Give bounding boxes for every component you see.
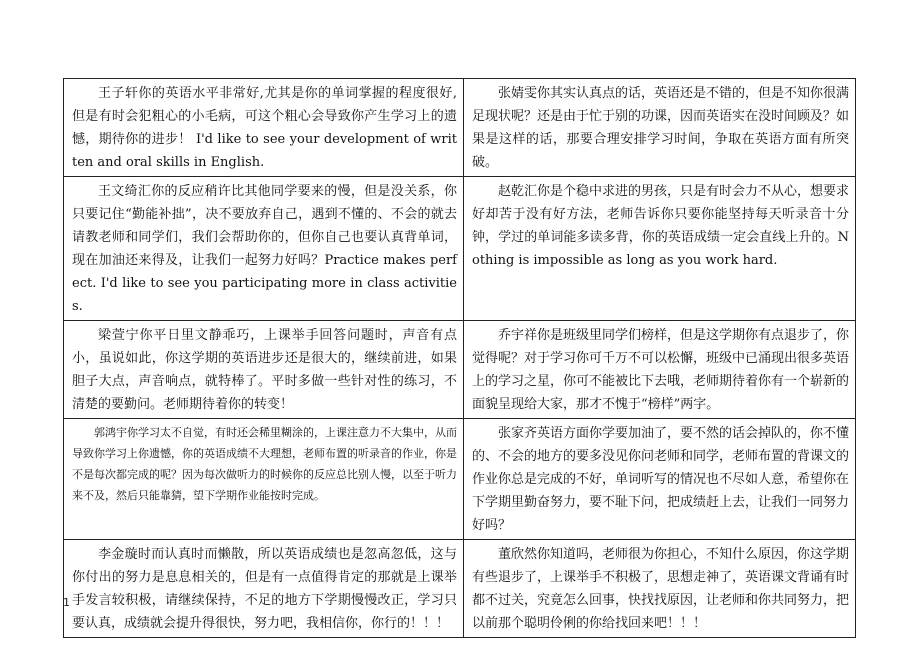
comment-cell	[64, 177, 464, 321]
table-row	[64, 177, 856, 321]
comment-cell	[464, 321, 856, 419]
comment-cell	[64, 540, 464, 638]
table-row	[64, 540, 856, 638]
table-row	[64, 321, 856, 419]
comment-text: 董欣然你知道吗，老师很为你担心，不知什么原因，你这学期有些退步了，上课举手不积极了，思想走神了，英语课文背诵有时都不过关，究竟怎么回事，快找找原因，让老师和你共同努力，把以前那个聪明伶俐的你给找回来吧！！！	[472, 547, 850, 631]
comment-cell	[64, 321, 464, 419]
comments-table	[63, 78, 856, 638]
comment-text: 乔宇祥你是班级里同学们榜样，但是这学期你有点退步了，你觉得呢？对于学习你可千万不可以松懈，班级中已涌现出很多英语上的学习之星，你可不能被比下去哦，老师期待着你有一个崭新的面貌呈现给大家，那才不愧于“榜样”两字。	[472, 328, 850, 412]
table-row	[64, 419, 856, 540]
comment-text: 王子轩你的英语水平非常好,尤其是你的单词掌握的程度很好,但是有时会犯粗心的小毛病，可这个粗心会导致你产生学习上的遗憾，期待你的进步！ I'd like to see your development of written and oral skills in English.	[72, 86, 457, 170]
comment-cell	[64, 79, 464, 177]
page-number: 1	[63, 596, 70, 609]
comment-text: 梁萱宁你平日里文静乖巧，上课举手回答问题时，声音有点小，虽说如此，你这学期的英语进步还是很大的，继续前进，如果胆子大点，声音响点，就特棒了。平时多做一些针对性的练习，不清楚的要勤问。老师期待着你的转变！	[72, 328, 457, 412]
comment-cell	[464, 79, 856, 177]
table-row	[64, 79, 856, 177]
comment-text: 张婧雯你其实认真点的话，英语还是不错的，但是不知你很满足现状呢？还是由于忙于别的功课，因而英语实在没时间顾及？如果是这样的话，那要合理安排学习时间，争取在英语方面有所突破。	[472, 86, 850, 170]
comment-text: 赵乾汇你是个稳中求进的男孩，只是有时会力不从心，想要求好却苦于没有好方法，老师告诉你只要你能坚持每天听录音十分钟，学过的单词能多读多背，你的英语成绩一定会直线上升的。Nothing is impossible as long as you work hard.	[472, 184, 850, 268]
comment-cell	[464, 177, 856, 321]
comment-cell	[464, 540, 856, 638]
comment-text: 张家齐英语方面你学要加油了，要不然的话会掉队的，你不懂的、不会的地方的要多没见你问老师和同学，老师布置的背课文的作业你总是完成的不好，单词听写的情况也不尽如人意，希望你在下学期里勤奋努力，要不耻下问，把成绩赶上去，让我们一同努力好吗？	[472, 426, 850, 533]
comment-text: 郭鸿宇你学习太不自觉，有时还会稀里糊涂的，上课注意力不大集中，从而导致你学习上你遗憾，你的英语成绩不大理想，老师布置的听录音的作业，你是不是每次都完成的呢？因为每次做听力的时候你的反应总比别人慢，以至于听力来不及，然后只能靠猜，望下学期作业能按时完成。	[72, 426, 457, 502]
comment-text: 王文绮汇你的反应稍许比其他同学要来的慢，但是没关系，你只要记住“勤能补拙”，决不要放弃自己，遇到不懂的、不会的就去请教老师和同学们，我们会帮助你的，但你自己也要认真背单词，现在加油还来得及，让我们一起努力好吗？Practice makes perfect. I'd like to see you participating more in class activities.	[72, 184, 457, 314]
comment-text: 李金璇时而认真时而懒散，所以英语成绩也是忽高忽低，这与你付出的努力是息息相关的，但是有一点值得肯定的那就是上课举手发言较积极，请继续保持，不足的地方下学期慢慢改正，学习只要认真，成绩就会提升得很快，努力吧，我相信你，你行的！！！	[72, 547, 457, 631]
comment-cell	[464, 419, 856, 540]
comment-cell	[64, 419, 464, 540]
